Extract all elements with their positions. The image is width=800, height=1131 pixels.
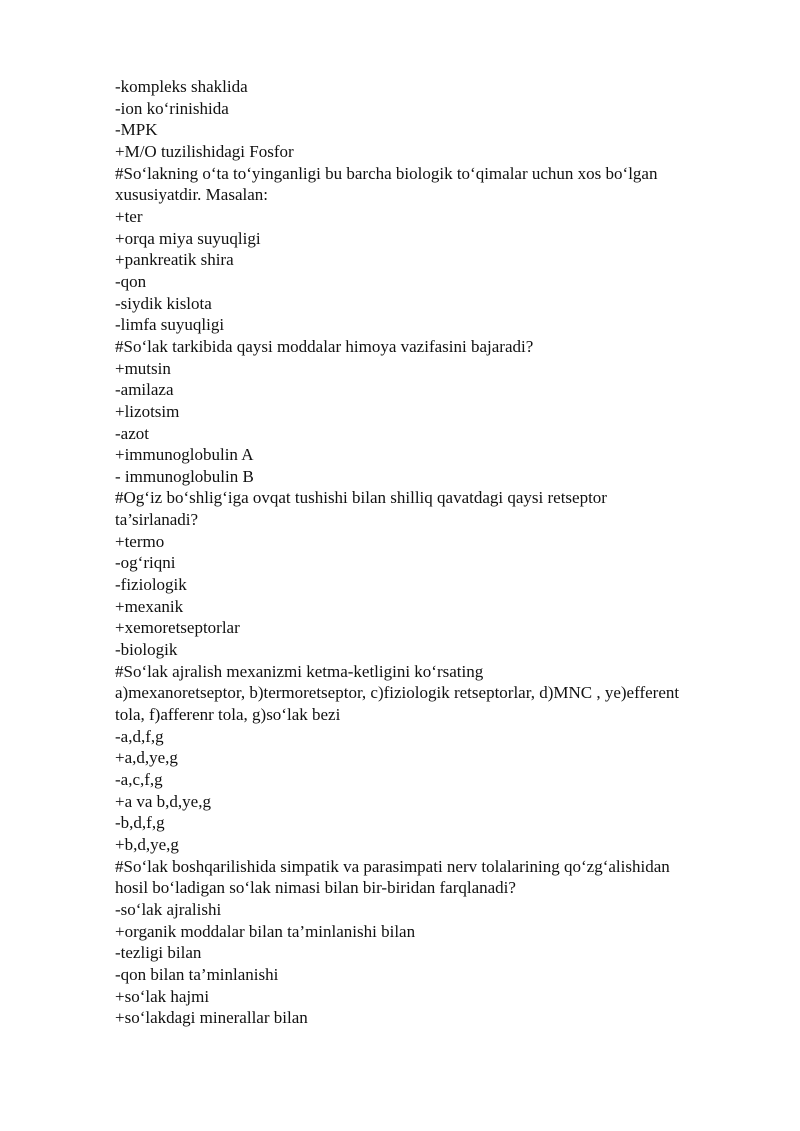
text-line: +soʻlak hajmi xyxy=(115,986,210,1006)
text-line: +mexanik xyxy=(115,596,184,616)
text-line: tola, f)afferenr tola, g)soʻlak bezi xyxy=(115,705,341,725)
text-line: -a,c,f,g xyxy=(115,770,163,789)
text-line: +organik moddalar bilan ta’minlanishi bilan xyxy=(115,921,416,941)
text-line: -soʻlak ajralishi xyxy=(115,899,222,919)
text-line: +soʻlakdagi minerallar bilan xyxy=(115,1008,308,1028)
question-line: ta’sirlanadi? xyxy=(115,510,199,530)
text-line: -a,d,f,g xyxy=(115,726,164,746)
text-line: -tezligi bilan xyxy=(115,943,202,963)
text-line: +xemoretseptorlar xyxy=(115,618,240,638)
text-line: +ter xyxy=(115,206,143,226)
text-line: -biologik xyxy=(115,640,178,660)
text-line: +a,d,ye,g xyxy=(115,748,178,768)
text-line: -qon xyxy=(115,271,147,291)
text-line: -MPK xyxy=(115,120,158,140)
question-line: #Soʻlak tarkibida qaysi moddalar himoya vazifasini bajaradi? xyxy=(115,336,534,356)
text-line: +mutsin xyxy=(115,358,171,378)
text-line: +orqa miya suyuqligi xyxy=(115,228,261,248)
text-line: -b,d,f,g xyxy=(115,813,165,833)
text-line: +b,d,ye,g xyxy=(115,834,179,854)
question-line: hosil boʻladigan soʻlak nimasi bilan bir-biridan farqlanadi? xyxy=(115,878,516,898)
text-line: -kompleks shaklida xyxy=(115,77,248,96)
text-line: -limfa suyuqligi xyxy=(115,315,225,335)
text-line: +a va b,d,ye,g xyxy=(115,791,211,811)
question-line: #Soʻlak ajralish mexanizmi ketma-ketligini koʻrsating xyxy=(115,661,484,681)
text-line: - immunoglobulin B xyxy=(115,466,254,486)
text-line: +lizotsim xyxy=(115,401,180,421)
text-line: -fiziologik xyxy=(115,575,187,595)
text-line: -ogʻriqni xyxy=(115,553,176,573)
text-line: +pankreatik shira xyxy=(115,250,234,270)
question-line: xususiyatdir. Masalan: xyxy=(115,185,268,205)
text-line: -ion koʻrinishida xyxy=(115,98,229,118)
text-line: -amilaza xyxy=(115,380,174,400)
document-text xyxy=(115,76,755,1029)
question-line: #Soʻlak boshqarilishida simpatik va parasimpati nerv tolalarining qoʻzgʻalishidan xyxy=(115,856,670,876)
text-line: +termo xyxy=(115,531,165,551)
question-line: #Ogʻiz boʻshligʻiga ovqat tushishi bilan shilliq qavatdagi qaysi retseptor xyxy=(115,488,607,508)
text-line: a)mexanoretseptor, b)termoretseptor, c)fiziologik retseptorlar, d)MNC , ye)efferent xyxy=(115,683,680,703)
text-line: +M/O tuzilishidagi Fosfor xyxy=(115,141,294,161)
text-line: -qon bilan ta’minlanishi xyxy=(115,964,279,984)
text-line: -azot xyxy=(115,423,149,443)
question-line: #Soʻlakning oʻta toʻyinganligi bu barcha biologik toʻqimalar uchun xos boʻlgan xyxy=(115,163,658,183)
text-line: +immunoglobulin A xyxy=(115,445,254,465)
text-line: -siydik kislota xyxy=(115,293,212,313)
